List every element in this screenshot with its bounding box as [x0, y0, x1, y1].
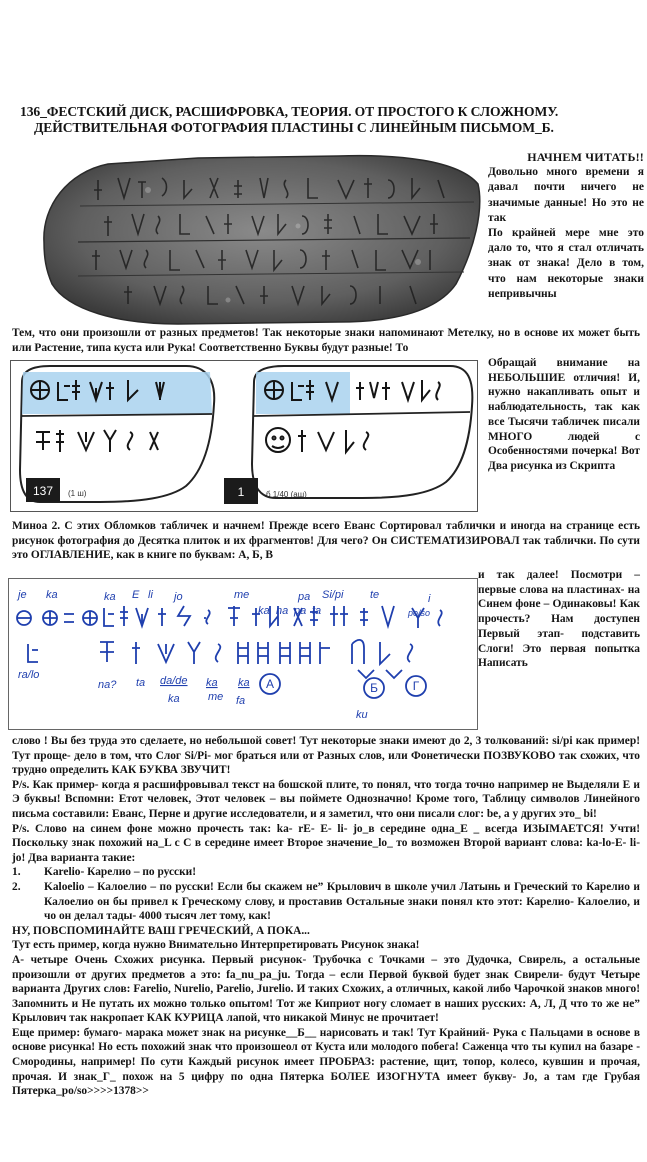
variant-text: Karelio- Карелио – по русски! [44, 866, 197, 879]
script-label: fa [236, 695, 246, 707]
variant-text: Kaloelio – Калоелио – по русски! Если бы скажем не” Крылович в школе учил Латынь и Греческий то Карелио и Калоелио он бы привел к Греческому слову, и проставив Остальные знаки понял кто этот: Карелио- Калоелио, и чо он делал тады- 4000 тысяч лет тому, как! [44, 880, 640, 923]
script-label: ka [168, 693, 180, 705]
paragraph-2-text: Миноа 2. С этих Обломков табличек и начнем! Прежде всего Еванс Сортировал таблички и иногда на странице есть рисунок фотография до Десятка плиток и их фрагментов! Для чего? Он СИСТЕМАТИЗИРОВАЛ так таблички. По сути это ОГЛАВЛЕНИЕ, как в книге по буквам: А, Б, В [12, 520, 640, 562]
circled-letter: Г [412, 679, 420, 693]
paragraph-3b: P/s. Как пример- когда я расшифровывал текст на бошской плите, то понял, что тогда точно например не Выделяли Е и Э буквы! Вспомни: Етот человек, Этот человек – вы поймете Однозначно! Кроме того, Таблицу символов Линейного письма составили: Еванс, Перне и другие исследователи, и я заметил, что они писали слог: be, а у других это_ bi! [12, 778, 640, 820]
script-label: po/so [408, 608, 431, 618]
script-label: je [18, 589, 27, 601]
script-label: na [276, 605, 289, 617]
script-label: E [132, 589, 140, 601]
right-column-reading [478, 568, 640, 671]
title-line-2: ДЕЙСТВИТЕЛЬНАЯ ФОТОГРАФИЯ ПЛАСТИНЫ С ЛИНЕЙНЫМ ПИСЬМОМ_Б. [34, 120, 554, 135]
tablets-image [10, 360, 478, 512]
title-line-1: 136_ФЕСТСКИЙ ДИСК, РАСШИФРОВКА, ТЕОРИЯ. ОТ ПРОСТОГО К СЛОЖНОМУ. [20, 104, 559, 119]
script-label: ta [136, 677, 146, 689]
script-label: ra/lo [18, 669, 40, 681]
script-label: ku [356, 709, 368, 721]
right-column-notes [488, 356, 640, 474]
script-label: me [208, 691, 224, 703]
script-label: ka [206, 677, 218, 689]
script-label: ka [258, 605, 270, 617]
tablet-left-caption: (1 ш) [68, 489, 87, 498]
circled-letter: Б [370, 681, 378, 695]
script-label: i [428, 593, 431, 605]
script-label: ta [312, 605, 322, 617]
tablet-photo-image [38, 150, 484, 326]
script-label: li [148, 589, 153, 601]
page-title [20, 104, 635, 136]
right-column-paragraph-1: Довольно много времени я давал почти ничего не значимые данные! Но это не так [488, 166, 644, 224]
script-label: jo [174, 591, 183, 603]
section-heading: НАЧНЕМ ЧИТАТЬ!! [527, 150, 644, 164]
paragraph-4a: НУ, ПОВСПОМИНАЙТЕ ВАШ ГРЕЧЕСКИЙ, А ПОКА... [12, 924, 310, 937]
paragraph-4b: Тут есть пример, когда нужно Внимательно Интерпретировать Рисунок знака! [12, 939, 420, 952]
variant-item [12, 880, 640, 924]
script-label: da/de [160, 675, 188, 687]
script-image [8, 578, 478, 730]
script-label: ka [104, 591, 116, 603]
right-column-3-text: и так далее! Посмотри – первые слова на пластинах- на Синем фоне – Одинаковы! Как прочесть? Нам доступен Первый этап- подставить Слоги! Это первая попытка Написать [478, 569, 640, 670]
paragraph-4c: А- четыре Очень Схожих рисунка. Первый рисунок- Трубочка с Точками – это Дудочка, Свирель, а остальные произошли от других предметов а это: fa_nu_pa_ju. Тогда – если Первой буквой будет знак Свирели- будут Четыре варианта Других слов: Farelio, Nurelio, Parelio, Jurelio. И таких Схожих, а отличных, какой либо Чарочкой знаков много! Запомнить и Не путать их можно только опытом! Тот же Киприот ногу сломает в наших русских: А, Л, Д что то же не” Крылович так накропает КАК КУРИЦА лапой, что никакой Минус не прочитает! [12, 953, 640, 1025]
variant-number: 2. [12, 880, 21, 893]
paragraph-2 [12, 519, 640, 563]
tablet-right-number: 1 [237, 485, 245, 499]
paragraph-1 [12, 326, 640, 355]
script-label: pa [294, 605, 307, 617]
script-label: te [370, 589, 380, 601]
paragraph-4d: Еще пример: бумаго- марака может знак на рисунке__Б__ нарисовать и так! Тут Крайний- Рука с Пальцами в основе в основе рисунка! Но есть похожий знак что произошеол от Куста или молодого побега! Саженца что ты купил на базаре - Смородины, например! По сути Каждый рисунок имеет ПРОБРАЗ: растение, щит, топор, колесо, кувшин и прочая, прочая. И знак_Г_ похож на 5 цифру по одна Пятерка БОЛЕЕ ИЗОГНУТА имеет букву- Jo, а там где Грубая Пятерка_po/so>>>>1378>> [12, 1026, 640, 1098]
script-label: me [234, 589, 250, 601]
paragraph-3a: слово ! Вы без труда это сделаете, но небольшой совет! Тут некоторые знаки имеют до 2, 3 толкований: si/pi как пример! Тут проще- дело в том, что Слог Si/Pi- мог браться или от Разных слов, или Фонетически ПОЗВУКОВО так схожих, что трудно определить КАК БУКВА ЗВУЧИТ! [12, 735, 640, 777]
tablet-left-number: 137 [32, 484, 54, 498]
circled-letter: А [265, 677, 275, 691]
paragraph-3c: P/s. Слово на синем фоне можно прочесть так: ka- rE- E- li- jo_в середине одна_Е _ всегда ИЗЫМАЕТСЯ! Учти! Поскольку знак похожий на_L с С в середине имеет Второе значение_lo_ то возможен Второй вариант слова: ka-lo-E- li-jo! Два варианта такие: [12, 822, 640, 864]
script-label: ka [46, 589, 58, 601]
tablet-photo [38, 150, 484, 326]
script-label: ka [238, 677, 250, 689]
script-label: na? [98, 679, 117, 691]
variant-item [12, 865, 640, 880]
right-column-2-text: Обращай внимание на НЕБОЛЬШИЕ отличия! И, нужно накапливать опыт и наблюдательность, так как все Тысячи табличек писали МНОГО людей с Особенностями почерка! Вот Два рисунка из Скрипта [488, 357, 640, 472]
script-label: pa [298, 591, 311, 603]
right-column-paragraph-2: По крайней мере мне это дало то, что я стал отличать знак от знака! Дело в том, что нам некоторые знаки непривычны [488, 227, 644, 300]
paragraph-1-text: Тем, что они произошли от разных предметов! Так некоторые знаки напоминают Метелку, но в основе их может быть или Растение, типа куста или Рука! Соответственно Буквы будут разные! То [12, 327, 640, 354]
script-figure [8, 578, 478, 730]
script-label: Si/pi [322, 589, 344, 601]
variant-number: 1. [12, 866, 21, 879]
right-column-intro [488, 150, 644, 302]
tablets-figure [10, 360, 478, 512]
tablet-right-caption: б 1/40 (аш) [266, 490, 307, 499]
paragraph-3 [12, 734, 640, 1099]
